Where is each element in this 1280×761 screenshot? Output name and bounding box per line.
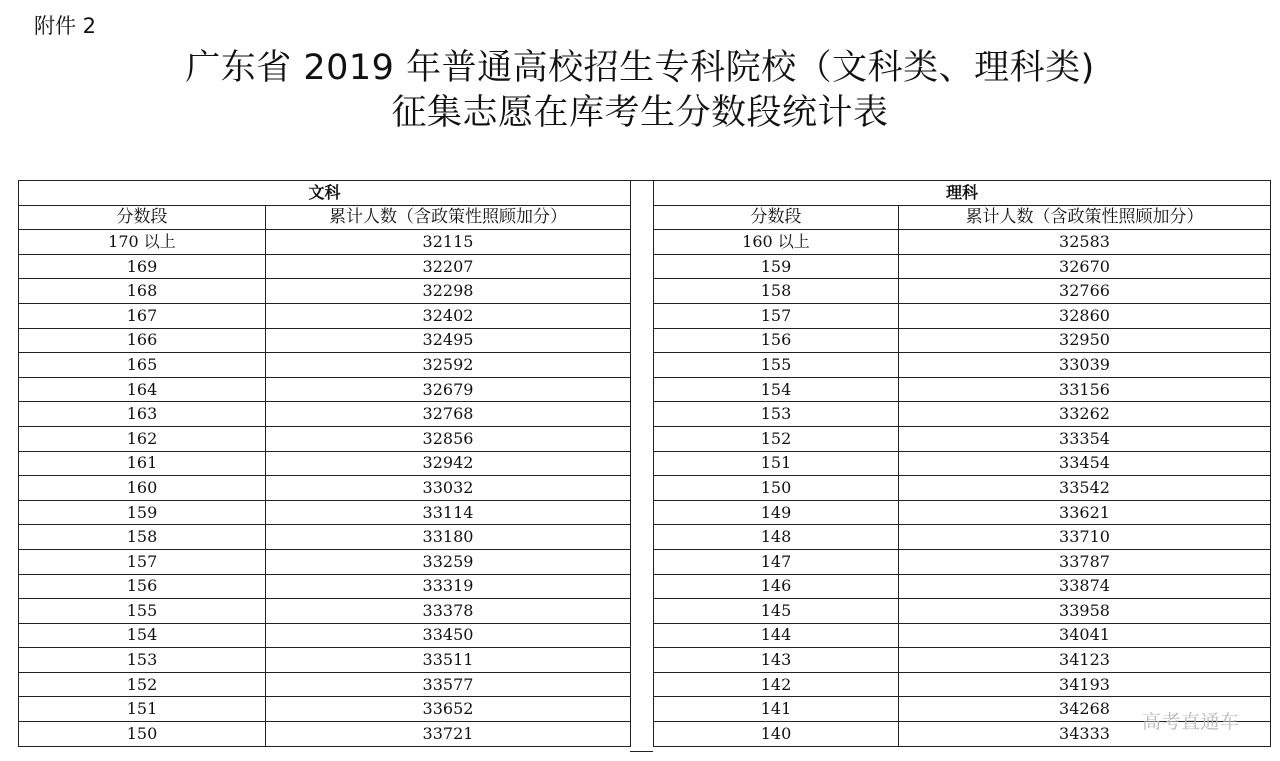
score-cell: 146 xyxy=(654,574,899,599)
count-cell: 33454 xyxy=(899,451,1271,476)
column-header-score: 分数段 xyxy=(19,205,266,230)
column-header-row xyxy=(19,205,631,230)
score-cell: 144 xyxy=(654,623,899,648)
attachment-label: 附件 2 xyxy=(34,14,97,38)
column-header-count: 累计人数（含政策性照顾加分） xyxy=(899,205,1271,230)
score-cell: 167 xyxy=(19,303,266,328)
table-row xyxy=(19,426,631,451)
table-row xyxy=(19,353,631,378)
count-cell: 32402 xyxy=(266,303,631,328)
count-cell: 33542 xyxy=(899,476,1271,501)
table-row xyxy=(19,500,631,525)
count-cell: 33958 xyxy=(899,599,1271,624)
count-cell: 33180 xyxy=(266,525,631,550)
table-row xyxy=(19,722,631,747)
score-cell: 165 xyxy=(19,353,266,378)
table-row xyxy=(19,328,631,353)
count-cell: 32768 xyxy=(266,402,631,427)
count-cell: 32679 xyxy=(266,377,631,402)
score-cell: 168 xyxy=(19,279,266,304)
score-cell: 150 xyxy=(19,722,266,747)
page-title: 广东省 2019 年普通高校招生专科院校（文科类、理科类) xyxy=(185,48,1095,88)
column-header-row xyxy=(654,205,1271,230)
score-cell: 150 xyxy=(654,476,899,501)
science-table xyxy=(653,180,1271,747)
score-cell: 160 xyxy=(19,476,266,501)
count-cell: 34333 xyxy=(899,722,1271,747)
count-cell: 33354 xyxy=(899,426,1271,451)
count-cell: 32766 xyxy=(899,279,1271,304)
table-row xyxy=(19,648,631,673)
table-divider xyxy=(630,180,653,752)
count-cell: 33652 xyxy=(266,697,631,722)
count-cell: 33577 xyxy=(266,672,631,697)
table-row xyxy=(654,500,1271,525)
count-cell: 33114 xyxy=(266,500,631,525)
score-cell: 143 xyxy=(654,648,899,673)
count-cell: 33262 xyxy=(899,402,1271,427)
table-row xyxy=(654,648,1271,673)
table-row xyxy=(19,230,631,255)
score-cell: 152 xyxy=(654,426,899,451)
score-cell: 160 以上 xyxy=(654,230,899,255)
table-row xyxy=(19,623,631,648)
score-cell: 155 xyxy=(19,599,266,624)
count-cell: 34193 xyxy=(899,672,1271,697)
table-row xyxy=(654,402,1271,427)
score-cell: 152 xyxy=(19,672,266,697)
count-cell: 32298 xyxy=(266,279,631,304)
table-row xyxy=(654,574,1271,599)
column-header-score: 分数段 xyxy=(654,205,899,230)
count-cell: 33787 xyxy=(899,549,1271,574)
table-row xyxy=(654,254,1271,279)
score-cell: 157 xyxy=(19,549,266,574)
column-header-count: 累计人数（含政策性照顾加分） xyxy=(266,205,631,230)
page-subtitle: 征集志愿在库考生分数段统计表 xyxy=(391,93,889,133)
score-cell: 147 xyxy=(654,549,899,574)
score-cell: 156 xyxy=(654,328,899,353)
score-cell: 161 xyxy=(19,451,266,476)
count-cell: 32860 xyxy=(899,303,1271,328)
count-cell: 33156 xyxy=(899,377,1271,402)
score-cell: 155 xyxy=(654,353,899,378)
count-cell: 32583 xyxy=(899,230,1271,255)
table-row xyxy=(654,451,1271,476)
score-cell: 164 xyxy=(19,377,266,402)
score-cell: 158 xyxy=(654,279,899,304)
count-cell: 33450 xyxy=(266,623,631,648)
count-cell: 32950 xyxy=(899,328,1271,353)
score-cell: 158 xyxy=(19,525,266,550)
table-row xyxy=(654,353,1271,378)
count-cell: 32115 xyxy=(266,230,631,255)
score-cell: 154 xyxy=(19,623,266,648)
score-cell: 151 xyxy=(654,451,899,476)
count-cell: 32670 xyxy=(899,254,1271,279)
count-cell: 33721 xyxy=(266,722,631,747)
table-row xyxy=(654,672,1271,697)
liberal-arts-table xyxy=(18,180,631,747)
table-row xyxy=(19,549,631,574)
table-section-row xyxy=(19,181,631,206)
score-cell: 166 xyxy=(19,328,266,353)
count-cell: 34041 xyxy=(899,623,1271,648)
section-header: 理科 xyxy=(654,181,1271,206)
table-row xyxy=(654,476,1271,501)
score-cell: 163 xyxy=(19,402,266,427)
score-cell: 157 xyxy=(654,303,899,328)
count-cell: 33710 xyxy=(899,525,1271,550)
table-row xyxy=(654,230,1271,255)
score-cell: 153 xyxy=(19,648,266,673)
table-row xyxy=(654,549,1271,574)
score-cell: 162 xyxy=(19,426,266,451)
count-cell: 33039 xyxy=(899,353,1271,378)
score-cell: 142 xyxy=(654,672,899,697)
count-cell: 32495 xyxy=(266,328,631,353)
score-cell: 170 以上 xyxy=(19,230,266,255)
score-cell: 159 xyxy=(654,254,899,279)
score-cell: 169 xyxy=(19,254,266,279)
section-header: 文科 xyxy=(19,181,631,206)
score-cell: 153 xyxy=(654,402,899,427)
table-row xyxy=(19,476,631,501)
score-cell: 140 xyxy=(654,722,899,747)
table-row xyxy=(654,426,1271,451)
count-cell: 33874 xyxy=(899,574,1271,599)
count-cell: 33511 xyxy=(266,648,631,673)
count-cell: 33621 xyxy=(899,500,1271,525)
table-row xyxy=(19,402,631,427)
score-cell: 145 xyxy=(654,599,899,624)
table-row xyxy=(654,599,1271,624)
table-row xyxy=(19,377,631,402)
watermark: 高考直通车 xyxy=(1142,711,1240,733)
table-row xyxy=(654,279,1271,304)
score-cell: 154 xyxy=(654,377,899,402)
table-row xyxy=(654,525,1271,550)
count-cell: 33319 xyxy=(266,574,631,599)
count-cell: 32592 xyxy=(266,353,631,378)
score-cell: 159 xyxy=(19,500,266,525)
table-row xyxy=(19,303,631,328)
table-row xyxy=(19,525,631,550)
table-row xyxy=(19,697,631,722)
table-row xyxy=(654,328,1271,353)
score-cell: 156 xyxy=(19,574,266,599)
count-cell: 34123 xyxy=(899,648,1271,673)
table-row xyxy=(654,377,1271,402)
table-row xyxy=(19,599,631,624)
score-cell: 141 xyxy=(654,697,899,722)
count-cell: 32942 xyxy=(266,451,631,476)
table-row xyxy=(19,672,631,697)
table-row xyxy=(19,279,631,304)
table-row xyxy=(19,574,631,599)
table-row xyxy=(19,451,631,476)
count-cell: 32207 xyxy=(266,254,631,279)
table-row xyxy=(654,303,1271,328)
count-cell: 33032 xyxy=(266,476,631,501)
table-row xyxy=(654,623,1271,648)
score-cell: 148 xyxy=(654,525,899,550)
count-cell: 33259 xyxy=(266,549,631,574)
count-cell: 33378 xyxy=(266,599,631,624)
count-cell: 32856 xyxy=(266,426,631,451)
score-cell: 151 xyxy=(19,697,266,722)
table-section-row xyxy=(654,181,1271,206)
score-cell: 149 xyxy=(654,500,899,525)
count-cell: 34268 xyxy=(899,697,1271,722)
table-row xyxy=(19,254,631,279)
